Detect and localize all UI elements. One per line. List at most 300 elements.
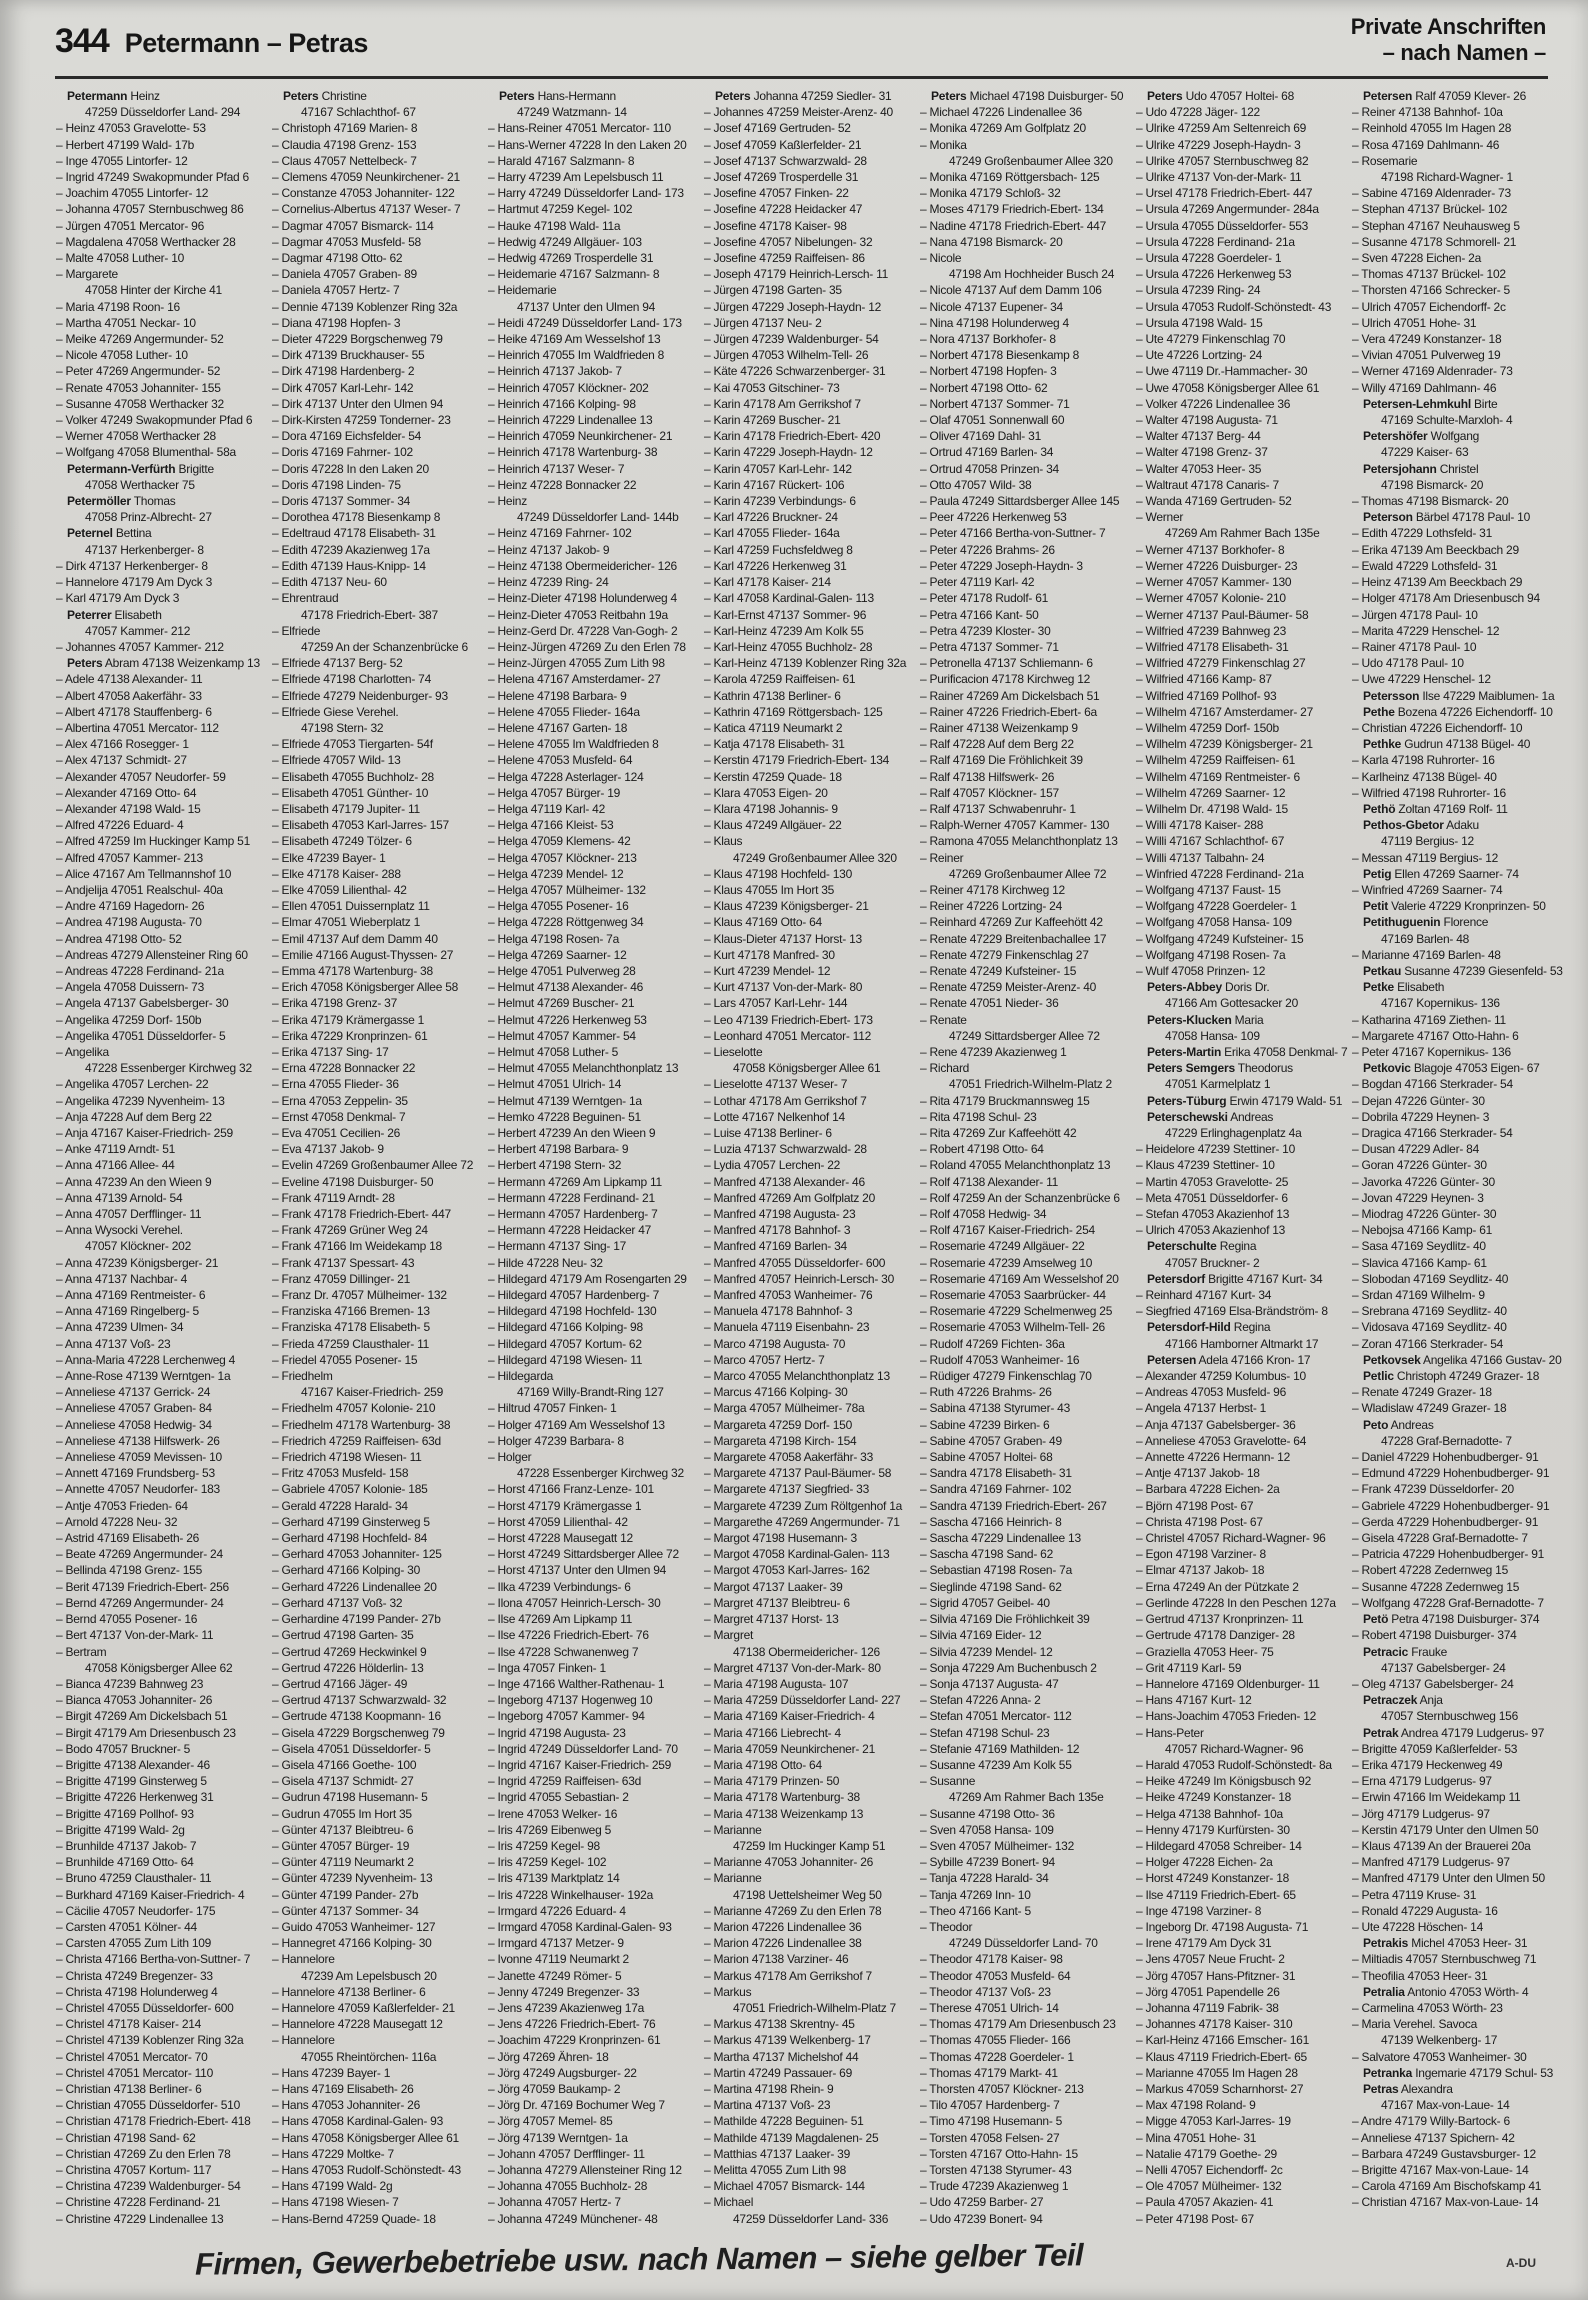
entry-line: – Ilona 47057 Heinrich-Lersch- 30 bbox=[488, 1595, 661, 1610]
entry-line: – Hans-Peter bbox=[1136, 1725, 1204, 1740]
entry-line: – Petra 47166 Kant- 50 bbox=[920, 607, 1039, 622]
entry-address-line: 47259 An der Schanzenbrücke 6 bbox=[301, 639, 468, 654]
entry-line: – Markus 47139 Welkenberg- 17 bbox=[704, 2033, 871, 2048]
entry-surname-line: Petranka Ingemarie 47179 Schul- 53 bbox=[1363, 2065, 1554, 2080]
entry-line: – Elfriede Giese Verehel. bbox=[272, 704, 399, 719]
entry-line: – Ilse 47228 Schwanenweg 7 bbox=[488, 1644, 639, 1659]
entry-line: – Angelika 47259 Dorf- 150b bbox=[56, 1012, 202, 1027]
entry-line: – Helmut 47226 Herkenweg 53 bbox=[488, 1012, 647, 1027]
entry-line: – Wilfried 47169 Pollhof- 93 bbox=[1136, 688, 1277, 703]
entry-address-line: 47058 Werthacker 75 bbox=[85, 477, 195, 492]
entry-line: – Mina 47051 Hohe- 31 bbox=[1136, 2130, 1257, 2145]
entry-line: – Anneliese 47137 Spichern- 42 bbox=[1352, 2130, 1515, 2145]
entry-line: – Rüdiger 47279 Finkenschlag 70 bbox=[920, 1369, 1092, 1384]
entry-line: – Ewald 47229 Lothsfeld- 31 bbox=[1352, 558, 1498, 573]
entry-line: – Alfred 47259 Im Huckinger Kamp 51 bbox=[56, 834, 251, 849]
entry-line: – Anja 47167 Kaiser-Friedrich- 259 bbox=[56, 1126, 233, 1140]
entry-line: – Horst 47249 Konstanzer- 18 bbox=[1136, 1871, 1290, 1886]
entry-line: – Margret 47137 Bleibtreu- 6 bbox=[704, 1595, 850, 1610]
entry-line: – Elisabeth 47179 Jupiter- 11 bbox=[272, 801, 420, 816]
entry-line: – Anna 47166 Allee- 44 bbox=[56, 1158, 175, 1173]
entry-line: – Helene 47055 Flieder- 164a bbox=[488, 704, 640, 719]
entry-line: – Werner 47137 Borkhofer- 8 bbox=[1136, 542, 1285, 557]
entry-line: – Elke 47178 Kaiser- 288 bbox=[272, 866, 401, 881]
entry-line: – Rainer 47138 Weizenkamp 9 bbox=[920, 720, 1078, 735]
entry-surname-line: Pethe Bozena 47226 Eichendorff- 10 bbox=[1363, 704, 1553, 719]
entry-line: – Elfriede 47279 Neidenburger- 93 bbox=[272, 688, 448, 703]
entry-line: – Dirk 47057 Karl-Lehr- 142 bbox=[272, 380, 414, 395]
entry-line: – Hans 47058 Königsberger Allee 61 bbox=[272, 2130, 459, 2145]
entry-line: – Elke 47239 Bayer- 1 bbox=[272, 850, 386, 865]
entry-line: – Annette 47057 Neudorfer- 183 bbox=[56, 1482, 220, 1497]
section-subtitle: – nach Namen – bbox=[1382, 40, 1546, 65]
entry-line: – Johanna 47057 Sternbuschweg 86 bbox=[56, 202, 244, 217]
entry-line: – Günter 47057 Bürger- 19 bbox=[272, 1838, 410, 1853]
entry-line: – Monika 47169 Röttgersbach- 125 bbox=[920, 170, 1100, 185]
entry-line: – Wanda 47169 Gertruden- 52 bbox=[1136, 494, 1292, 509]
entry-line: – Klara 47198 Johannis- 9 bbox=[704, 801, 838, 816]
entry-line: – Alexander 47169 Otto- 64 bbox=[56, 785, 197, 800]
entry-line: – Bianca 47053 Johanniter- 26 bbox=[56, 1693, 213, 1708]
entry-line: – Erika 47229 Kronprinzen- 61 bbox=[272, 1028, 428, 1043]
entry-line: – Daniela 47057 Hertz- 7 bbox=[272, 283, 400, 298]
entry-line: – Sabine 47169 Aldenrader- 73 bbox=[1352, 186, 1511, 201]
entry-line: – Jürgen 47137 Neu- 2 bbox=[704, 315, 822, 330]
entry-line: – Stefanie 47169 Mathilden- 12 bbox=[920, 1741, 1080, 1756]
entry-line: – Stefan 47051 Mercator- 112 bbox=[920, 1709, 1072, 1724]
entry-line: – Hermann 47228 Heidacker 47 bbox=[488, 1223, 652, 1238]
entry-line: – Hans 47229 Moltke- 7 bbox=[272, 2146, 394, 2161]
entry-line: – Manfred 47179 Unter den Ulmen 50 bbox=[1352, 1871, 1545, 1886]
entry-line: – Waltraut 47178 Canaris- 7 bbox=[1136, 477, 1279, 492]
entry-line: – Edith 47137 Neu- 60 bbox=[272, 575, 387, 590]
entry-line: – Wolfgang 47249 Kufsteiner- 15 bbox=[1136, 931, 1304, 946]
entry-line: – Helge 47051 Pulverweg 28 bbox=[488, 963, 636, 978]
entry-address-line: 47166 Hamborner Altmarkt 17 bbox=[1165, 1336, 1319, 1351]
entry-surname-line: Petke Elisabeth bbox=[1363, 980, 1445, 995]
entry-line: – Leo 47139 Friedrich-Ebert- 173 bbox=[704, 1012, 873, 1027]
entry-line: – Meike 47269 Angermunder- 52 bbox=[56, 332, 224, 347]
entry-line: – Theodor 47137 Voß- 23 bbox=[920, 1984, 1051, 1999]
entry-line: – Gerhard 47137 Voß- 32 bbox=[272, 1595, 403, 1610]
entry-line: – Brigitte 47169 Pollhof- 93 bbox=[56, 1806, 194, 1821]
entry-line: – Rolf 47058 Hedwig- 34 bbox=[920, 1207, 1047, 1222]
entry-line: – Arnold 47228 Neu- 32 bbox=[56, 1514, 178, 1529]
entry-address-line: 47228 Essenberger Kirchweg 32 bbox=[85, 1061, 252, 1076]
entry-line: – Astrid 47169 Elisabeth- 26 bbox=[56, 1531, 200, 1546]
entry-line: – Wolfgang 47198 Rosen- 7a bbox=[1136, 947, 1286, 962]
entry-line: – Kathrin 47169 Röttgersbach- 125 bbox=[704, 704, 883, 719]
entry-line: – Manfred 47057 Heinrich-Lersch- 30 bbox=[704, 1271, 895, 1286]
entry-line: – Robert 47228 Zedernweg 15 bbox=[1352, 1563, 1509, 1578]
entry-line: – Sascha 47229 Lindenallee 13 bbox=[920, 1531, 1081, 1546]
entry-line: – Alexander 47198 Wald- 15 bbox=[56, 801, 201, 816]
entry-line: – Johanna 47055 Buchholz- 28 bbox=[488, 2179, 648, 2194]
entry-line: – Ulrike 47057 Sternbuschweg 82 bbox=[1136, 153, 1309, 168]
entry-address-line: 47051 Friedrich-Wilhelm-Platz 7 bbox=[733, 2000, 896, 2015]
entry-line: – Bernd 47269 Angermunder- 24 bbox=[56, 1595, 224, 1610]
entry-line: – Cornelius-Albertus 47137 Weser- 7 bbox=[272, 202, 461, 217]
entry-line: – Hans 47053 Johanniter- 26 bbox=[272, 2098, 421, 2113]
entry-address-line: 47167 Max-von-Laue- 14 bbox=[1381, 2098, 1510, 2113]
entry-line: – Bertram bbox=[56, 1644, 107, 1659]
entry-line: – Barbara 47228 Eichen- 2a bbox=[1136, 1482, 1280, 1497]
entry-line: – Ruth 47226 Brahms- 26 bbox=[920, 1385, 1052, 1400]
entry-line: – Sascha 47166 Heinrich- 8 bbox=[920, 1514, 1062, 1529]
entry-line: – Marianne 47053 Johanniter- 26 bbox=[704, 1855, 874, 1870]
entry-surname-line: Petig Ellen 47269 Saarner- 74 bbox=[1363, 866, 1519, 881]
entry-line: – Karin 47239 Verbindungs- 6 bbox=[704, 494, 856, 509]
entry-surname-line: Petkovsek Angelika 47166 Gustav- 20 bbox=[1363, 1352, 1562, 1367]
entry-line: – Anna 47239 An den Wieen 9 bbox=[56, 1174, 212, 1189]
entry-line: – Frank 47239 Düsseldorfer- 20 bbox=[1352, 1482, 1514, 1497]
entry-address-line: 47249 Düsseldorfer Land- 144b bbox=[517, 510, 679, 525]
entry-line: – Jörg 47059 Baukamp- 2 bbox=[488, 2081, 621, 2096]
entry-line: – Ortrud 47169 Barlen- 34 bbox=[920, 445, 1054, 460]
entry-line: – Ursula 47055 Düsseldorfer- 553 bbox=[1136, 218, 1309, 233]
entry-line: – Christian 47138 Berliner- 6 bbox=[56, 2081, 202, 2096]
entry-surname-line: Petersson Ilse 47229 Maiblumen- 1a bbox=[1363, 688, 1555, 703]
entry-line: – Angelika bbox=[56, 1044, 109, 1059]
entry-line: – Theo 47166 Kant- 5 bbox=[920, 1903, 1031, 1918]
entry-line: – Jürgen 47239 Waldenburger- 54 bbox=[704, 332, 879, 347]
entry-line: – Helmut 47139 Werntgen- 1a bbox=[488, 1093, 642, 1108]
entry-line: – Jürgen 47178 Paul- 10 bbox=[1352, 607, 1478, 622]
entry-line: – Ursula 47269 Angermunder- 284a bbox=[1136, 202, 1319, 217]
entry-line: – Hildegard 47198 Hochfeld- 130 bbox=[488, 1304, 657, 1319]
page-footer bbox=[0, 2228, 1588, 2292]
entry-line: – Irmgard 47137 Metzer- 9 bbox=[488, 1936, 624, 1951]
entry-line: – Erika 47198 Grenz- 37 bbox=[272, 996, 397, 1011]
entry-line: – Vidosava 47169 Seydlitz- 40 bbox=[1352, 1320, 1507, 1335]
entry-line: – Thomas 47179 Markt- 41 bbox=[920, 2065, 1058, 2080]
entry-line: – Karl-Heinz 47139 Koblenzer Ring 32a bbox=[704, 656, 907, 671]
entry-line: – Melitta 47055 Zum Lith 98 bbox=[704, 2163, 847, 2177]
entry-line: – Anneliese 47138 Hilfswerk- 26 bbox=[56, 1433, 220, 1448]
entry-line: – Christel 47051 Mercator- 70 bbox=[56, 2049, 208, 2064]
entry-line: – Kurt 47178 Manfred- 30 bbox=[704, 947, 835, 962]
entry-line: – Monika 47179 Schloß- 32 bbox=[920, 186, 1061, 201]
entry-line: – Vivian 47051 Pulverweg 19 bbox=[1352, 348, 1501, 363]
entry-line: – Hedwig 47249 Allgäuer- 103 bbox=[488, 234, 642, 249]
entry-line: – Rene 47239 Akazienweg 1 bbox=[920, 1044, 1067, 1059]
entry-line: – Irene 47179 Am Dyck 31 bbox=[1136, 1936, 1272, 1951]
entry-line: – Alice 47167 Am Tellmannshof 10 bbox=[56, 866, 232, 881]
entry-line: – Ingrid 47249 Düsseldorfer Land- 70 bbox=[488, 1741, 678, 1756]
entry-line: – Karin 47167 Rückert- 106 bbox=[704, 477, 845, 492]
entry-line: – Doris 47137 Sommer- 34 bbox=[272, 494, 411, 509]
entry-surname-line: Peterschewski Andreas bbox=[1147, 1109, 1274, 1124]
entry-surname-line: Petö Petra 47198 Duisburger- 374 bbox=[1363, 1612, 1540, 1627]
entry-address-line: 47057 Sternbuschweg 156 bbox=[1381, 1709, 1519, 1724]
entry-line: – Maria 47198 Otto- 64 bbox=[704, 1757, 822, 1772]
entry-line: – Maria 47198 Augusta- 107 bbox=[704, 1676, 849, 1691]
entry-line: – Sascha 47198 Sand- 62 bbox=[920, 1547, 1054, 1562]
entry-line: – Friedrich 47259 Raiffeisen- 63d bbox=[272, 1433, 441, 1448]
entry-surname-line: Petermann-Verfürth Brigitte bbox=[67, 461, 214, 476]
entry-line: – Lothar 47178 Am Gerrikshof 7 bbox=[704, 1093, 867, 1108]
entry-line: – Erika 47179 Krämergasse 1 bbox=[272, 1012, 425, 1027]
entry-line: – Johannes 47057 Kammer- 212 bbox=[56, 639, 224, 654]
entry-line: – Horst 47137 Unter den Ulmen 94 bbox=[488, 1563, 667, 1578]
page-header bbox=[55, 14, 1546, 72]
entry-line: – Andjelija 47051 Realschul- 40a bbox=[56, 882, 223, 897]
entry-line: – Maria 47138 Weizenkamp 13 bbox=[704, 1806, 864, 1821]
entry-surname-line: Peters Johanna 47259 Siedler- 31 bbox=[715, 89, 892, 103]
entry-line: – Rita 47269 Zur Kaffeehött 42 bbox=[920, 1126, 1077, 1140]
entry-line: – Lydia 47057 Lerchen- 22 bbox=[704, 1158, 841, 1173]
entry-line: – Maria Verehel. Savoca bbox=[1352, 2017, 1477, 2032]
entry-line: – Jens 47226 Friedrich-Ebert- 76 bbox=[488, 2017, 656, 2032]
entry-line: – Marianne bbox=[704, 1871, 762, 1886]
entry-line: – Reiner 47226 Lortzing- 24 bbox=[920, 899, 1063, 914]
entry-line: – Ivonne 47119 Neumarkt 2 bbox=[488, 1952, 629, 1967]
entry-line: – Christel 47055 Düsseldorfer- 600 bbox=[56, 2000, 234, 2015]
entry-line: – Anna Wysocki Verehel. bbox=[56, 1223, 183, 1238]
entry-line: – Herbert 47239 An den Wieen 9 bbox=[488, 1126, 656, 1140]
entry-line: – Marianne 47269 Zu den Erlen 78 bbox=[704, 1903, 882, 1918]
entry-line: – Norbert 47198 Otto- 62 bbox=[920, 380, 1048, 395]
entry-address-line: 47249 Großenbaumer Allee 320 bbox=[733, 850, 897, 865]
entry-line: – Dirk-Kirsten 47259 Tonderner- 23 bbox=[272, 413, 451, 428]
entry-line: – Hannelore bbox=[272, 1952, 335, 1967]
entry-line: – Margret 47137 Von-der-Mark- 80 bbox=[704, 1660, 881, 1675]
entry-line: – Karl 47178 Kaiser- 214 bbox=[704, 575, 831, 590]
entry-surname-line: Petkau Susanne 47239 Giesenfeld- 53 bbox=[1363, 963, 1563, 978]
entry-line: – Margareta 47259 Dorf- 150 bbox=[704, 1417, 853, 1432]
entry-line: – Adele 47138 Alexander- 11 bbox=[56, 672, 203, 687]
entry-line: – Dirk 47139 Bruckhauser- 55 bbox=[272, 348, 425, 363]
entry-surname-line: Peterschulte Regina bbox=[1147, 1239, 1257, 1254]
entry-address-line: 47259 Im Huckinger Kamp 51 bbox=[733, 1838, 886, 1853]
entry-line: – Herbert 47198 Stern- 32 bbox=[488, 1158, 622, 1173]
entry-surname-line: Petersen Adela 47166 Kron- 17 bbox=[1147, 1352, 1311, 1367]
entry-line: – Klaus bbox=[704, 834, 743, 849]
entry-line: – Leonhard 47051 Mercator- 112 bbox=[704, 1028, 872, 1043]
entry-address-line: 47057 Kammer- 212 bbox=[85, 623, 191, 638]
entry-line: – Antje 47137 Jakob- 18 bbox=[1136, 1466, 1260, 1481]
entry-line: – Karlheinz 47138 Bügel- 40 bbox=[1352, 769, 1497, 784]
entry-line: – Horst 47166 Franz-Lenze- 101 bbox=[488, 1482, 654, 1497]
entry-line: – Sven 47228 Eichen- 2a bbox=[1352, 251, 1482, 266]
entry-line: – Inge 47198 Varziner- 8 bbox=[1136, 1903, 1262, 1918]
entry-line: – Marga 47057 Mülheimer- 78a bbox=[704, 1401, 865, 1416]
entry-line: – Angelika 47051 Düsseldorfer- 5 bbox=[56, 1028, 226, 1043]
entry-line: – Theodor 47053 Musfeld- 64 bbox=[920, 1968, 1071, 1983]
entry-line: – Willi 47137 Talbahn- 24 bbox=[1136, 850, 1265, 865]
entry-line: – Alexander 47057 Neudorfer- 59 bbox=[56, 769, 226, 784]
entry-line: – Christa 47249 Bregenzer- 33 bbox=[56, 1968, 213, 1983]
entry-line: – Marion 47138 Varziner- 46 bbox=[704, 1952, 849, 1967]
entry-line: – Martha 47137 Michelshof 44 bbox=[704, 2049, 859, 2064]
entry-line: – Heinz-Dieter 47198 Holunderweg 4 bbox=[488, 591, 677, 606]
entry-line: – Luzia 47137 Schwarzwald- 28 bbox=[704, 1142, 867, 1157]
entry-line: – Edith 47229 Lothsfeld- 31 bbox=[1352, 526, 1493, 541]
entry-line: – Andreas 47279 Allensteiner Ring 60 bbox=[56, 947, 248, 962]
entry-line: – Rolf 47259 An der Schanzenbrücke 6 bbox=[920, 1190, 1120, 1205]
entry-line: – Ingrid 47055 Sebastian- 2 bbox=[488, 1790, 629, 1805]
entry-line: – Margot 47058 Kardinal-Galen- 113 bbox=[704, 1547, 890, 1562]
entry-line: – Sabine 47057 Holtei- 68 bbox=[920, 1450, 1053, 1465]
entry-line: – Frank 47166 Im Weidekamp 18 bbox=[272, 1239, 442, 1254]
entry-line: – Karl 47179 Am Dyck 3 bbox=[56, 591, 180, 606]
entry-line: – Johanna 47249 Münchener- 48 bbox=[488, 2211, 658, 2226]
entry-line: – Klaus 47139 An der Brauerei 20a bbox=[1352, 1838, 1531, 1853]
entry-line: – Udo 47259 Barber- 27 bbox=[920, 2195, 1044, 2210]
entry-line: – Ursula 47228 Ferdinand- 21a bbox=[1136, 234, 1295, 249]
entry-line: – Helga 47228 Asterlager- 124 bbox=[488, 769, 644, 784]
entry-line: – Brigitte 47167 Max-von-Laue- 14 bbox=[1352, 2163, 1529, 2177]
entry-line: – Hildegarda bbox=[488, 1369, 554, 1384]
entry-line: – Walter 47053 Heer- 35 bbox=[1136, 461, 1262, 476]
entry-address-line: 47269 Großenbaumer Allee 72 bbox=[949, 866, 1107, 881]
entry-surname-line: Peters Christine bbox=[283, 89, 367, 103]
entry-address-line: 47198 Am Hochheider Busch 24 bbox=[949, 267, 1115, 282]
entry-line: – Harald 47053 Rudolf-Schönstedt- 8a bbox=[1136, 1757, 1332, 1772]
entry-surname-line: Peters-Abbey Doris Dr. bbox=[1147, 980, 1270, 995]
entry-surname-line: Peters-Martin Erika 47058 Denkmal- 7 bbox=[1147, 1044, 1348, 1059]
entry-address-line: 47058 Hinter der Kirche 41 bbox=[85, 283, 222, 298]
entry-line: – Iris 47259 Kegel- 102 bbox=[488, 1855, 607, 1870]
entry-line: – Hildegard 47057 Hardenberg- 7 bbox=[488, 1288, 660, 1303]
entry-line: – Rosemarie 47053 Saarbrücker- 44 bbox=[920, 1288, 1106, 1303]
entry-line: – Helga 47239 Mendel- 12 bbox=[488, 866, 624, 881]
entry-line: – Richard bbox=[920, 1061, 970, 1076]
entry-address-line: 47169 Schulte-Marxloh- 4 bbox=[1381, 413, 1513, 428]
entry-line: – Karin 47229 Joseph-Haydn- 12 bbox=[704, 445, 873, 460]
entry-line: – Alfred 47057 Kammer- 213 bbox=[56, 850, 203, 865]
entry-line: – Rosa 47169 Dahlmann- 46 bbox=[1352, 137, 1500, 152]
entry-line: – Gerald 47228 Harald- 34 bbox=[272, 1498, 408, 1513]
entry-line: – Brigitte 47226 Herkenweg 31 bbox=[56, 1790, 214, 1805]
entry-line: – Erwin 47166 Im Weidekamp 11 bbox=[1352, 1790, 1521, 1805]
footer-section-code: A-DU bbox=[1506, 2256, 1536, 2270]
entry-line: – Reiner 47178 Kirchweg 12 bbox=[920, 882, 1065, 897]
entry-line: – Daniela 47057 Graben- 89 bbox=[272, 267, 417, 282]
entry-line: – Helga 47055 Posener- 16 bbox=[488, 899, 629, 914]
entry-line: – Hemko 47228 Beguinen- 51 bbox=[488, 1109, 641, 1124]
entry-line: – Gertrude 47138 Koopmann- 16 bbox=[272, 1709, 441, 1724]
entry-line: – Diana 47198 Hopfen- 3 bbox=[272, 315, 401, 330]
entry-line: – Helmut 47051 Ulrich- 14 bbox=[488, 1077, 622, 1092]
entry-line: – Renate 47249 Kufsteiner- 15 bbox=[920, 963, 1077, 978]
entry-address-line: 47137 Gabelsberger- 24 bbox=[1381, 1660, 1506, 1675]
entry-line: – Hildegard 47057 Kortum- 62 bbox=[488, 1336, 642, 1351]
entry-line: – Günter 47119 Neumarkt 2 bbox=[272, 1855, 414, 1870]
entry-line: – Josef 47059 Kaßlerfelder- 21 bbox=[704, 137, 862, 152]
entry-line: – Friedhelm 47178 Wartenburg- 38 bbox=[272, 1417, 451, 1432]
entry-line: – Marco 47055 Melanchthonplatz 13 bbox=[704, 1369, 890, 1384]
entry-line: – Karin 47269 Buscher- 21 bbox=[704, 413, 841, 428]
entry-line: – Manfred 47138 Alexander- 46 bbox=[704, 1174, 865, 1189]
entry-line: – Gabriele 47057 Kolonie- 185 bbox=[272, 1482, 428, 1497]
entry-line: – Renate bbox=[920, 1012, 967, 1027]
entry-line: – Marita 47229 Henschel- 12 bbox=[1352, 623, 1500, 638]
entry-line: – Ursula 47239 Ring- 24 bbox=[1136, 283, 1261, 298]
entry-line: – Marco 47198 Augusta- 70 bbox=[704, 1336, 846, 1351]
entry-address-line: 47259 Düsseldorfer Land- 294 bbox=[85, 105, 241, 120]
entry-line: – Anna 47169 Ringelberg- 5 bbox=[56, 1304, 199, 1319]
entry-address-line: 47137 Herkenberger- 8 bbox=[85, 542, 204, 557]
entry-line: – Ilse 47226 Friedrich-Ebert- 76 bbox=[488, 1628, 649, 1643]
entry-line: – Hermann 47137 Sing- 17 bbox=[488, 1239, 627, 1254]
entry-address-line: 47249 Großenbaumer Allee 320 bbox=[949, 153, 1113, 168]
directory-column-1 bbox=[55, 88, 265, 2227]
entry-line: – Rosemarie bbox=[1352, 153, 1418, 168]
entry-line: – Gerlinde 47228 In den Peschen 127a bbox=[1136, 1595, 1336, 1610]
entry-line: – Dagmar 47053 Musfeld- 58 bbox=[272, 234, 421, 249]
entry-line: – Ulrich 47057 Eichendorff- 2c bbox=[1352, 299, 1506, 314]
entry-line: – Iris 47228 Winkelhauser- 192a bbox=[488, 1887, 654, 1902]
entry-surname-line: Petlic Christoph 47249 Grazer- 18 bbox=[1363, 1369, 1540, 1384]
entry-line: – Björn 47198 Post- 67 bbox=[1136, 1498, 1254, 1513]
entry-line: – Anja 47228 Auf dem Berg 22 bbox=[56, 1109, 212, 1124]
entry-line: – Gerhard 47226 Lindenallee 20 bbox=[272, 1579, 437, 1594]
entry-line: – Hans 47169 Elisabeth- 26 bbox=[272, 2081, 414, 2096]
entry-line: – Dusan 47229 Adler- 84 bbox=[1352, 1142, 1480, 1157]
entry-line: – Horst 47249 Sittardsberger Allee 72 bbox=[488, 1547, 679, 1562]
entry-line: – Elfriede bbox=[272, 623, 321, 638]
directory-column-6 bbox=[1135, 88, 1348, 2227]
entry-line: – Wolfgang 47058 Blumenthal- 58a bbox=[56, 445, 236, 460]
entry-line: – Gertrud 47166 Jäger- 49 bbox=[272, 1676, 408, 1691]
entry-line: – Franziska 47166 Bremen- 13 bbox=[272, 1304, 430, 1319]
entry-line: – Angelika 47057 Lerchen- 22 bbox=[56, 1077, 209, 1092]
entry-line: – Rainer 47226 Friedrich-Ebert- 6a bbox=[920, 704, 1097, 719]
entry-line: – Gerhard 47199 Ginsterweg 5 bbox=[272, 1514, 430, 1529]
entry-line: – Ute 47226 Lortzing- 24 bbox=[1136, 348, 1263, 363]
entry-line: – Heinz 47139 Am Beeckbach 29 bbox=[1352, 575, 1523, 590]
entry-line: – Joachim 47229 Kronprinzen- 61 bbox=[488, 2033, 661, 2048]
entry-line: – Erna 47055 Flieder- 36 bbox=[272, 1077, 399, 1092]
entry-line: – Javorka 47226 Günter- 30 bbox=[1352, 1174, 1495, 1189]
footer-notice: Firmen, Gewerbebetriebe usw. nach Namen – siehe gelber Teil bbox=[194, 2237, 1084, 2282]
entry-line: – Dirk 47137 Unter den Ulmen 94 bbox=[272, 396, 444, 411]
entry-line: – Heinz-Gerd Dr. 47228 Van-Gogh- 2 bbox=[488, 623, 678, 638]
entry-line: – Walter 47198 Grenz- 37 bbox=[1136, 445, 1268, 460]
entry-line: – Christel 47057 Richard-Wagner- 96 bbox=[1136, 1531, 1326, 1546]
entry-line: – Albert 47058 Aakerfähr- 33 bbox=[56, 688, 202, 703]
entry-address-line: 47249 Sittardsberger Allee 72 bbox=[949, 1028, 1100, 1043]
entry-line: – Trude 47239 Akazienweg 1 bbox=[920, 2179, 1069, 2194]
entry-line: – Helene 47198 Barbara- 9 bbox=[488, 688, 627, 703]
entry-line: – Karola 47259 Raiffeisen- 61 bbox=[704, 672, 856, 687]
entry-line: – Manuela 47119 Eisenbahn- 23 bbox=[704, 1320, 870, 1335]
entry-line: – Werner 47058 Werthacker 28 bbox=[56, 429, 216, 444]
entry-line: – Rolf 47167 Kaiser-Friedrich- 254 bbox=[920, 1223, 1095, 1238]
entry-line: – Volker 47249 Swakopmunder Pfad 6 bbox=[56, 413, 253, 428]
entry-line: – Petronella 47137 Schliemann- 6 bbox=[920, 656, 1093, 671]
entry-address-line: 47229 Kaiser- 63 bbox=[1381, 445, 1469, 460]
entry-line: – Käte 47226 Schwarzenberger- 31 bbox=[704, 364, 886, 379]
entry-line: – Franz Dr. 47057 Mülheimer- 132 bbox=[272, 1288, 447, 1303]
entry-line: – Ortrud 47058 Prinzen- 34 bbox=[920, 461, 1059, 476]
entry-line: – Heinrich 47059 Neunkirchener- 21 bbox=[488, 429, 673, 444]
entry-line: – Rita 47179 Bruckmannsweg 15 bbox=[920, 1093, 1090, 1108]
entry-line: – Hans 47053 Rudolf-Schönstedt- 43 bbox=[272, 2163, 461, 2177]
entry-line: – Edith 47139 Haus-Knipp- 14 bbox=[272, 558, 426, 573]
entry-line: – Ole 47057 Mülheimer- 132 bbox=[1136, 2179, 1282, 2194]
entry-line: – Christian 47167 Max-von-Laue- 14 bbox=[1352, 2195, 1539, 2210]
entry-line: – Gudrun 47055 Im Hort 35 bbox=[272, 1806, 412, 1821]
entry-line: – Wilfried 47239 Bahnweg 23 bbox=[1136, 623, 1287, 638]
entry-line: – Luise 47138 Berliner- 6 bbox=[704, 1126, 832, 1140]
entry-line: – Slobodan 47169 Seydlitz- 40 bbox=[1352, 1271, 1509, 1286]
entry-line: – Jens 47239 Akazienweg 17a bbox=[488, 2000, 645, 2015]
entry-address-line: 47058 Königsberger Allee 61 bbox=[733, 1061, 881, 1076]
entry-line: – Anna-Maria 47228 Lerchenweg 4 bbox=[56, 1352, 236, 1367]
entry-line: – Bodo 47057 Bruckner- 5 bbox=[56, 1741, 191, 1756]
